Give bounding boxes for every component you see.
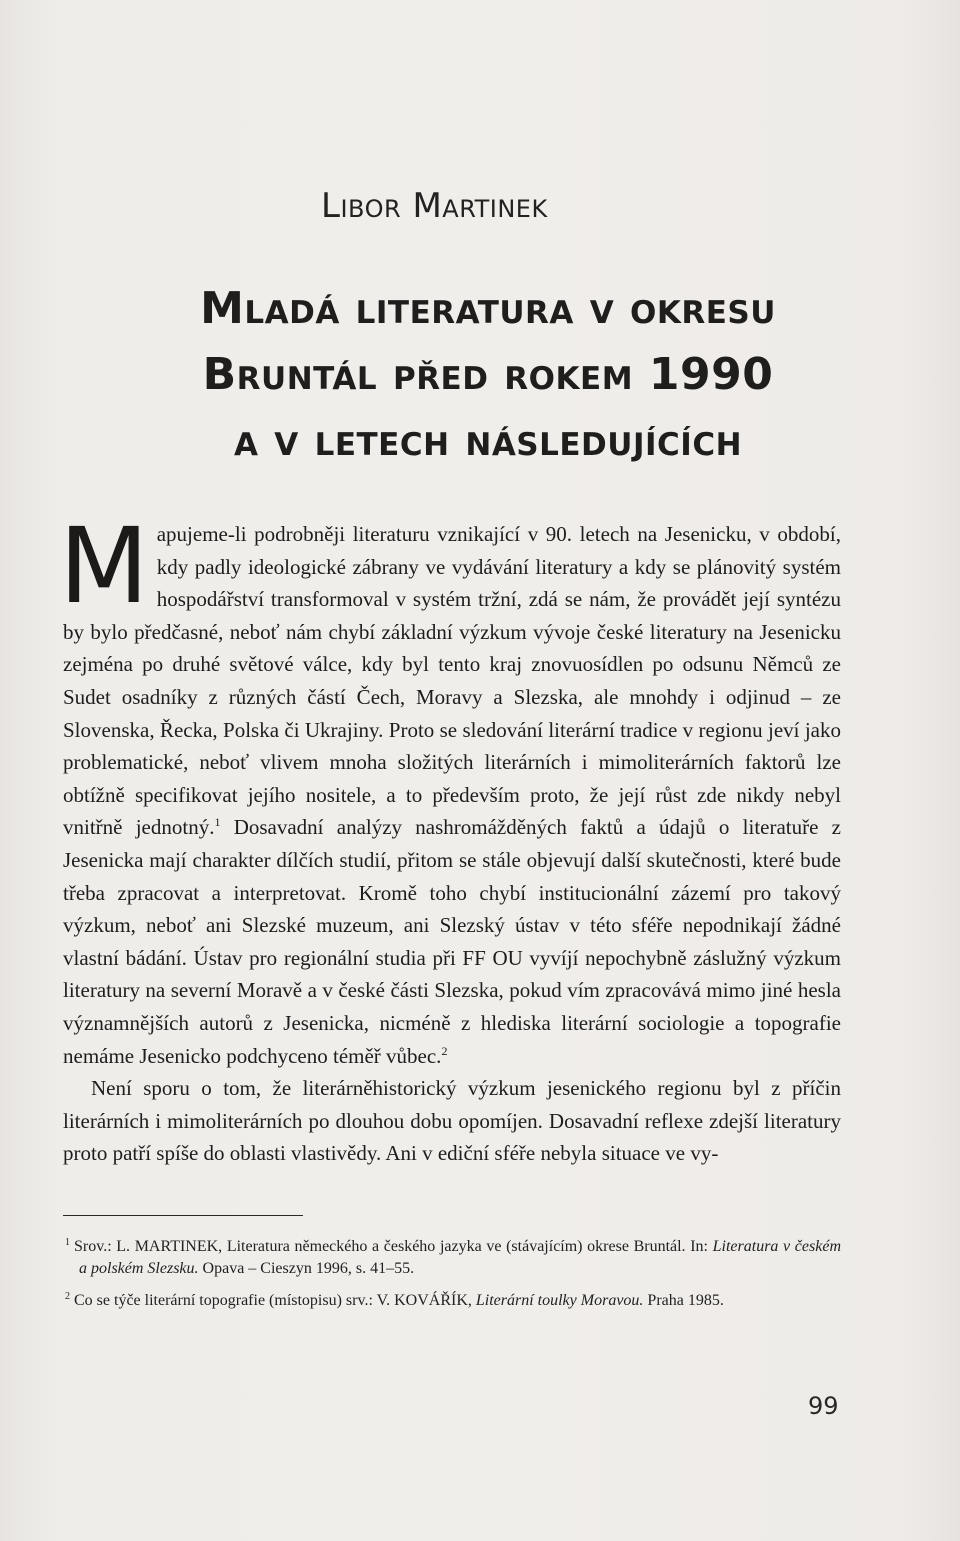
footnote-1-text-b: Opava – Cieszyn 1996, s. 41–55.	[198, 1260, 415, 1277]
footnote-1-mark: 1	[65, 1237, 70, 1248]
footnote-2	[63, 1286, 841, 1312]
footnote-2-text-b: Praha 1985.	[643, 1292, 724, 1309]
footnote-divider	[63, 1215, 303, 1216]
paragraph-1-text-a: apujeme-li podrobněji literaturu vznikající v 90. letech na Jesenicku, v období, kdy padly ideologické zábrany ve vydávání literatury a kdy se plánovitý systém hospodářství transformoval v systém tržní, zdá se nám, že provádět její syntézu by bylo předčasné, neboť nám chybí základní výzkum vývoje české literatury na Jesenicku zejména po druhé světové válce, kdy byl tento kraj znovuosídlen po odsunu Němců ze Sudet osadníky z různých částí Čech, Moravy a Slezska, ale mnohdy i odjinud – ze Slovenska, Řecka, Polska či Ukrajiny. Proto se sledování literární tradice v regionu jeví jako problematické, neboť vlivem mnoha složitých literárních i mimoliterárních faktorů lze obtížně specifikovat jejího nositele, a to především proto, že její růst zde nikdy nebyl vnitřně jednotný.	[63, 522, 841, 840]
page-number: 99	[808, 1392, 839, 1420]
author-name: Libor Martinek	[321, 186, 548, 226]
paragraph-2: Není sporu o tom, že literárněhistorický výzkum jesenického regionu byl z příčin literárních i mimoliterárních po dlouhou dobu opomíjen. Dosavadní reflexe zdejší literatury proto patří spíše do oblasti vlastivědy. Ani v ediční sféře nebyla situace ve vy-	[63, 1076, 841, 1166]
article-body	[59, 505, 841, 1170]
footnote-1-title: Literatura v českém a polském Slezsku.	[79, 1238, 841, 1277]
title-line-3: a v letech následujících	[233, 415, 743, 466]
footnote-2-text-a: Co se týče literární topografie (místopisu) srv.: V. KOVÁŘÍK,	[74, 1292, 476, 1309]
footnote-1	[63, 1232, 841, 1280]
paragraph-1-text-b: Dosavadní analýzy nashromážděných faktů a údajů o literatuře z Jesenicka mají charakter dílčích studií, přitom se stále objevují další skutečnosti, které bude třeba zpracovat a interpretovat. Kromě toho chybí institucionální zázemí pro takový výzkum, neboť ani Slezské muzeum, ani Slezský ústav v této sféře nepodnikají žádné vlastní bádání. Ústav pro regionální studia při FF OU vyvíjí nepochybně záslužný výzkum literatury na severní Moravě a v české části Slezska, pokud vím zpracovává mimo jiné hesla významnějších autorů z Jesenicka, nicméně z hlediska literární sociologie a topografie nemáme Jesenicko podchyceno téměř vůbec.	[63, 815, 841, 1068]
footnotes	[63, 1232, 841, 1318]
drop-cap: M	[59, 505, 149, 627]
title-line-2: Bruntál před rokem 1990	[202, 349, 774, 400]
footnote-ref-1: 1	[214, 815, 221, 830]
paragraph-1	[59, 505, 841, 1072]
footnote-2-mark: 2	[65, 1291, 70, 1302]
footnote-2-title: Literární toulky Moravou.	[475, 1292, 644, 1309]
footnote-ref-2: 2	[441, 1043, 448, 1058]
title-line-1: Mladá literatura v okresu	[200, 283, 776, 334]
article-title	[148, 276, 828, 474]
footnote-1-text-a: Srov.: L. MARTINEK, Literatura německého a českého jazyka ve (stávajícím) okrese Bruntál. In:	[74, 1238, 713, 1255]
